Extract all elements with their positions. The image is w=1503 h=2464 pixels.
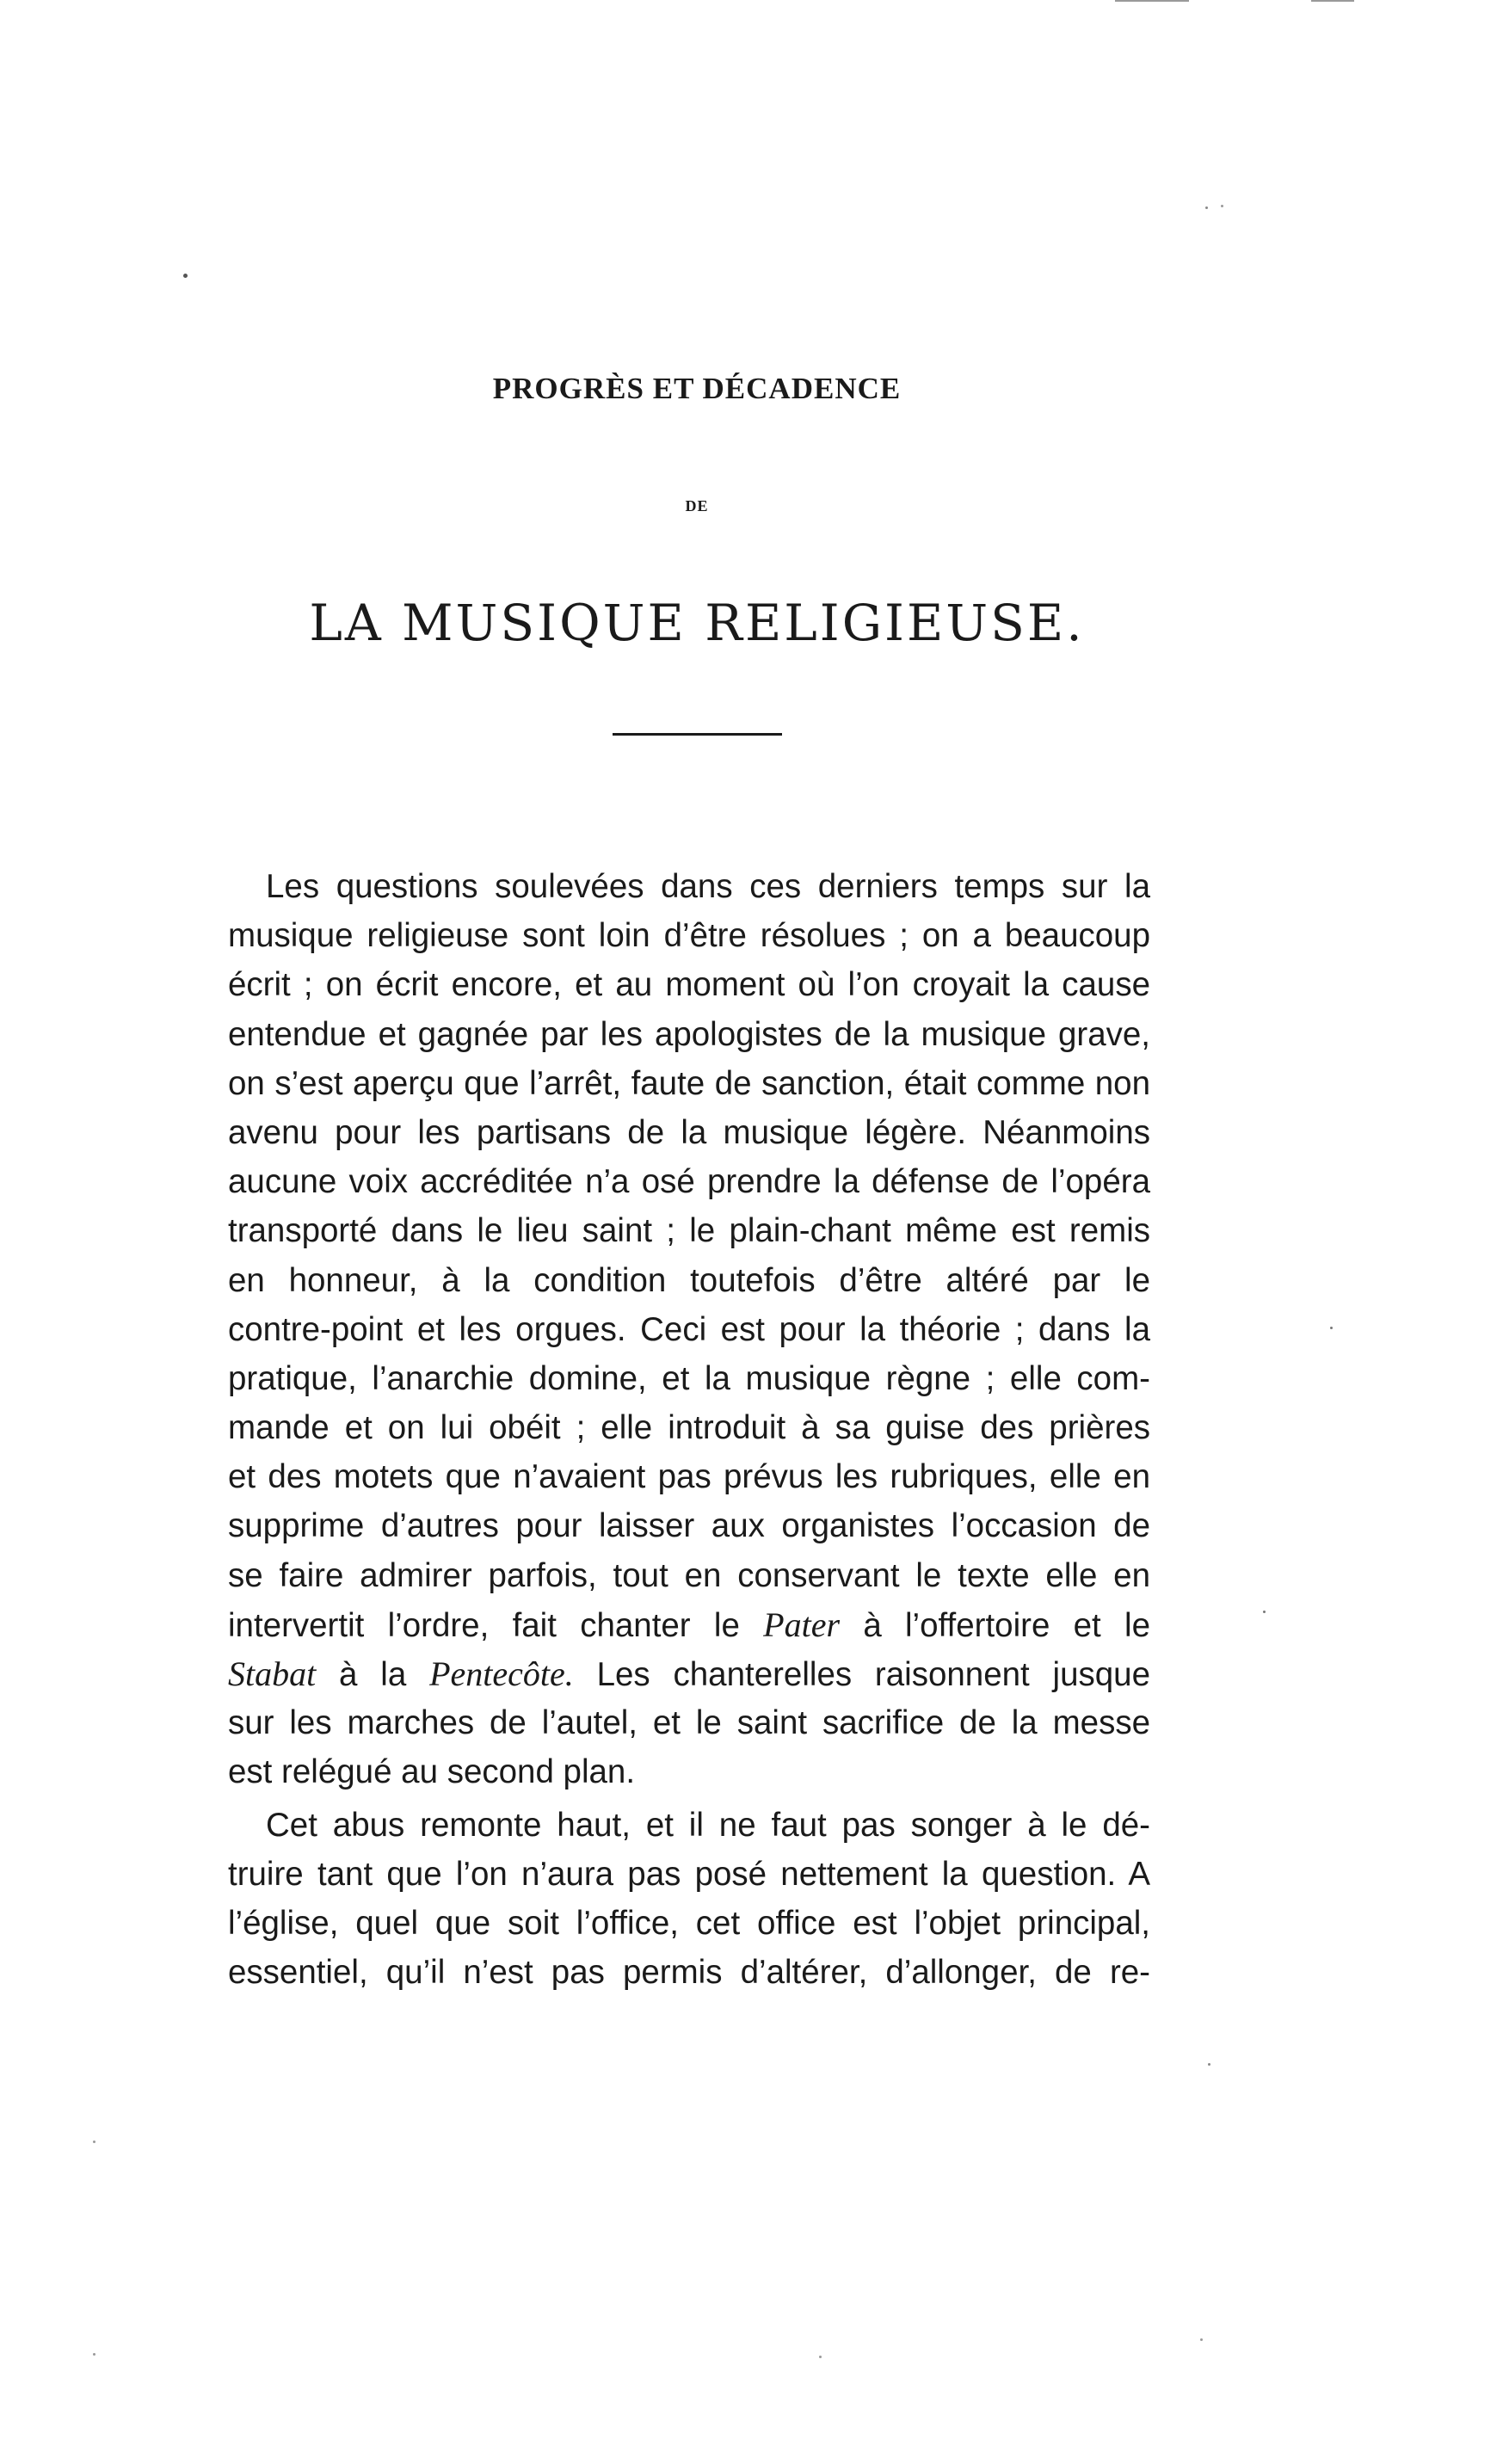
text-line: musique religieuse sont loin d’être résolues ; on a beaucoup	[228, 917, 1150, 955]
text-line: pratique, l’anarchie domine, et la musique règne ; elle com-	[228, 1359, 1150, 1397]
scan-speck	[93, 2353, 95, 2356]
top-edge-rule	[1311, 0, 1354, 2]
text-line: et des motets que n’avaient pas prévus les rubriques, elle en	[228, 1458, 1150, 1496]
text-line: Les questions soulevées dans ces derniers temps sur la	[266, 868, 1150, 905]
text-line: se faire admirer parfois, tout en conservant le texte elle en	[228, 1556, 1150, 1594]
text-line: entendue et gagnée par les apologistes de la musique grave,	[228, 1015, 1150, 1053]
text-line: est relégué au second plan.	[228, 1753, 636, 1791]
text-line: aucune voix accréditée n’a osé prendre la défense de l’opéra	[228, 1163, 1150, 1201]
text-line: essentiel, qu’il n’est pas permis d’altérer, d’allonger, de re-	[228, 1954, 1150, 1992]
chapter-title-main: LA MUSIQUE RELIGIEUSE.	[309, 594, 1085, 652]
text-line-with-italic	[228, 1600, 1150, 1649]
text-line: mande et on lui obéit ; elle introduit à sa guise des prières	[228, 1409, 1150, 1447]
scan-speck	[93, 2141, 95, 2143]
scan-speck	[1263, 1611, 1266, 1613]
text-line: avenu pour les partisans de la musique légère. Néanmoins	[228, 1113, 1150, 1151]
text-line: Cet abus remonte haut, et il ne faut pas songer à le dé-	[266, 1806, 1150, 1844]
chapter-title-de: DE	[685, 497, 709, 514]
top-edge-rule	[1115, 0, 1189, 2]
italic-term-stabat: Stabat	[228, 1654, 317, 1693]
text-line-with-italic	[228, 1649, 1150, 1698]
body-text	[228, 862, 1150, 1997]
scan-speck	[183, 274, 188, 278]
scan-speck	[819, 2356, 822, 2358]
scan-speck	[1221, 205, 1223, 207]
scan-speck	[1205, 206, 1208, 209]
scan-speck	[1200, 2338, 1203, 2341]
chapter-title-top: PROGRÈS ET DÉCADENCE	[492, 372, 902, 405]
text-line: l’église, quel que soit l’office, cet office est l’objet principal,	[228, 1904, 1150, 1942]
text-fragment: à l’offertoire et le	[840, 1606, 1150, 1644]
italic-term-pater: Pater	[763, 1605, 841, 1644]
text-line: en honneur, à la condition toutefois d’être altéré par le	[228, 1261, 1150, 1299]
scan-speck	[1330, 1327, 1333, 1329]
text-line: supprime d’autres pour laisser aux organistes l’occasion de	[228, 1507, 1150, 1545]
text-line: contre-point et les orgues. Ceci est pour la théorie ; dans la	[228, 1310, 1150, 1348]
italic-term-pentecote: Pentecôte.	[429, 1654, 574, 1693]
scan-speck	[1208, 2063, 1210, 2066]
text-line: sur les marches de l’autel, et le saint sacrifice de la messe	[228, 1704, 1150, 1742]
text-line: transporté dans le lieu saint ; le plain-chant même est remis	[228, 1212, 1150, 1250]
text-fragment: intervertit l’ordre, fait chanter le	[228, 1606, 764, 1644]
title-divider	[613, 733, 782, 736]
text-line: on s’est aperçu que l’arrêt, faute de sanction, était comme non	[228, 1064, 1150, 1102]
text-line: truire tant que l’on n’aura pas posé nettement la question. A	[228, 1855, 1150, 1893]
text-fragment: Les chanterelles raisonnent jusque	[573, 1656, 1150, 1693]
text-line: écrit ; on écrit encore, et au moment où l’on croyait la cause	[228, 966, 1150, 1004]
text-fragment: à la	[316, 1656, 430, 1693]
